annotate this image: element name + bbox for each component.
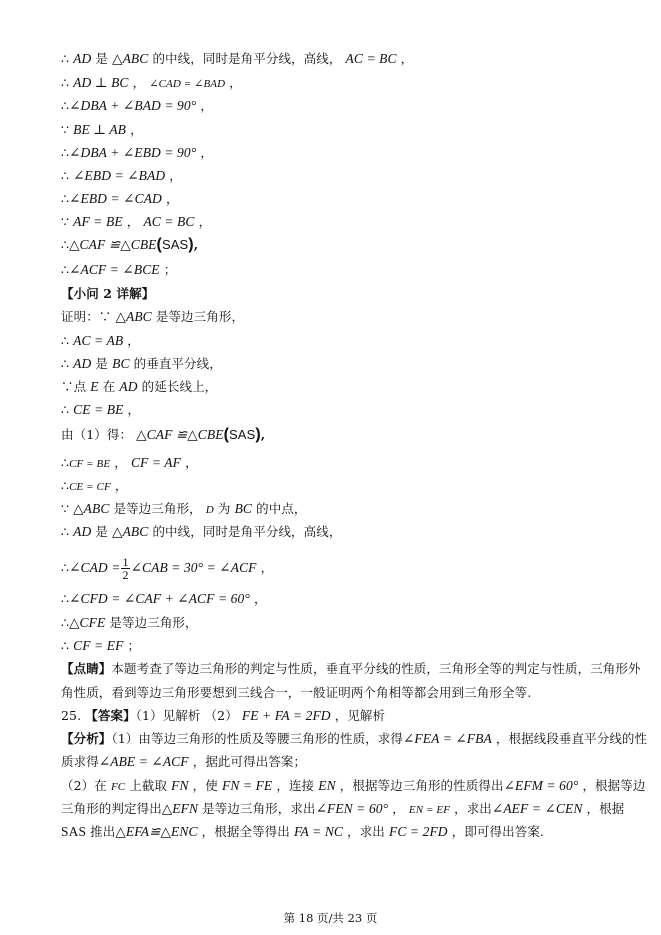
section-heading-part2: 【小问 2 详解】	[61, 286, 155, 301]
proof-line-7: ∴∠EBD = ∠CAD ，	[61, 191, 179, 206]
proof-line-13: ∴ AC = AB ，	[61, 333, 140, 348]
comment-line-1: 【点睛】本题考查了等边三角形的判定与性质，垂直平分线的性质，三角形全等的判定与性质，三角形外	[61, 661, 641, 676]
answer-line-25: 25. 【答案】（1）见解析 （2） FE + FA = 2FD ，见解析	[61, 708, 386, 723]
proof-line-5: ∴∠DBA + ∠EBD = 90° ，	[61, 145, 213, 160]
proof-line-15: ∵点 E 在 AD 的延长线上，	[61, 379, 218, 394]
page-footer: 第 18 页/共 23 页	[283, 911, 378, 925]
analysis-line-2: 质求得∠ABE = ∠ACF ，据此可得出答案；	[61, 754, 307, 769]
analysis-line-3: （2）在 FC 上截取 FN ，使 FN = FE ，连接 EN ，根据等边三角形的性质得出∠EFM = 60° ，根据等边	[61, 778, 646, 793]
proof-line-16: ∴ CE = BE ，	[61, 402, 141, 417]
proof-line-3: ∴∠DBA + ∠BAD = 90° ，	[61, 98, 213, 113]
proof-line-8: ∵ AF = BE ， AC = BC ，	[61, 214, 212, 229]
proof-line-2: ∴ AD ⊥ BC ， ∠CAD = ∠BAD ，	[61, 75, 242, 90]
proof-line-1: ∴ AD 是 △ABC 的中线，同时是角平分线，高线， AC = BC ，	[61, 51, 414, 66]
proof-line-23: ∴∠CFD = ∠CAF + ∠ACF = 60° ，	[61, 591, 267, 606]
proof-line-24: ∴△CFE 是等边三角形，	[61, 615, 198, 630]
analysis-line-5: SAS 推出△EFA≌△ENC ，根据全等得出 FA = NC ，求出 FC = 2FD ，即可得出答案.	[61, 824, 544, 839]
proof-line-10: ∴∠ACF = ∠BCE ；	[61, 262, 177, 277]
analysis-line-4: 三角形的判定得出△EFN 是等边三角形，求出∠FEN = 60° ， EN = EF ，求出∠AEF = ∠CEN ，根据	[61, 801, 625, 816]
comment-line-2: 角性质，看到等边三角形要想到三线合一，一般证明两个角相等都会用到三角形全等.	[61, 685, 532, 700]
proof-line-18: ∴CF = BE ， CF = AF ，	[61, 455, 198, 470]
proof-line-20: ∵ △ABC 是等边三角形， D 为 BC 的中点，	[61, 501, 307, 516]
proof-line-21: ∴ AD 是 △ABC 的中线，同时是角平分线，高线，	[61, 524, 342, 539]
proof-line-22: ∴∠CAD = $\frac{1}{2}$ ∠CAB = 30° = ∠ACF ，	[61, 555, 274, 582]
proof-line-14: ∴ AD 是 BC 的垂直平分线，	[61, 356, 222, 371]
proof-line-12: 证明：∵ △ABC 是等边三角形，	[61, 309, 245, 324]
fraction-one-half: $\frac{1}{2}$	[122, 555, 129, 582]
proof-line-4: ∵ BE ⊥ AB ，	[61, 122, 143, 137]
proof-line-9: ∴△CAF ≌△CBE(SAS),	[61, 236, 199, 253]
proof-line-17: 由（1）得： △CAF ≌△CBE(SAS),	[61, 426, 266, 443]
proof-line-25: ∴ CF = EF ；	[61, 638, 141, 653]
proof-line-6: ∴ ∠EBD = ∠BAD ，	[61, 168, 182, 183]
analysis-line-1: 【分析】（1）由等边三角形的性质及等腰三角形的性质，求得∠FEA = ∠FBA ，根据线段垂直平分线的性	[61, 731, 648, 746]
proof-line-19: ∴CE = CF ，	[61, 478, 128, 493]
